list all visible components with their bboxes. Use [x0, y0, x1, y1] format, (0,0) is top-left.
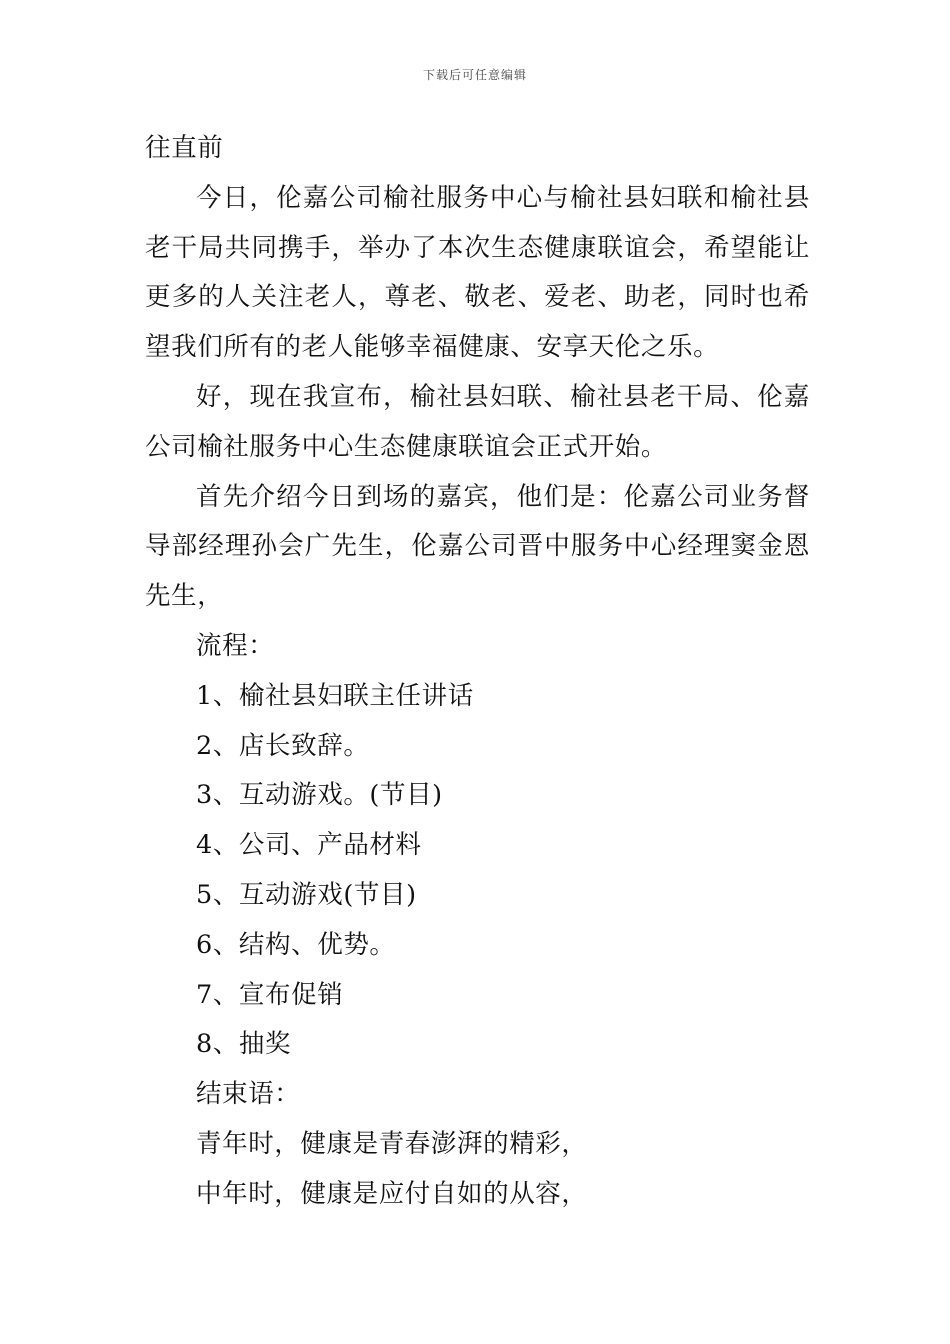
text-line: 公司榆社服务中心生态健康联谊会正式开始。: [145, 431, 668, 462]
text-line: 3、互动游戏。(节目): [196, 780, 443, 811]
text-line: 往直前: [145, 133, 224, 163]
text-line: 8、抽奖: [196, 1029, 292, 1060]
text-line: 望我们所有的老人能够幸福健康、安享天伦之乐。: [145, 332, 720, 363]
text-line: 好，现在我宣布，榆社县妇联、榆社县老干局、伦嘉: [196, 381, 810, 412]
text-line: 6、结构、优势。: [196, 929, 396, 960]
document-body: [145, 124, 810, 1220]
text-line: 青年时，健康是青春澎湃的精彩，: [196, 1128, 588, 1159]
text-line: 2、店长致辞。: [196, 730, 370, 761]
page-header: 下载后可任意编辑: [422, 68, 527, 82]
text-line: 先生，: [145, 581, 224, 612]
text-line: 更多的人关注老人，尊老、敬老、爱老、助老，同时也希: [145, 282, 810, 313]
text-line: 中年时，健康是应付自如的从容，: [196, 1178, 588, 1209]
text-line: 流程：: [196, 630, 275, 661]
text-line: 5、互动游戏(节目): [196, 879, 417, 910]
text-line: 7、宣布促销: [196, 979, 344, 1010]
text-line: 老干局共同携手，举办了本次生态健康联谊会，希望能让: [145, 232, 810, 263]
text-line: 4、公司、产品材料: [196, 830, 422, 861]
text-line: 结束语：: [196, 1079, 301, 1110]
text-line: 今日，伦嘉公司榆社服务中心与榆社县妇联和榆社县: [196, 182, 810, 213]
text-line: 首先介绍今日到场的嘉宾，他们是：伦嘉公司业务督: [196, 481, 810, 512]
text-line: 1、榆社县妇联主任讲话: [196, 680, 474, 711]
text-line: 导部经理孙会广先生，伦嘉公司晋中服务中心经理窦金恩: [145, 531, 810, 562]
